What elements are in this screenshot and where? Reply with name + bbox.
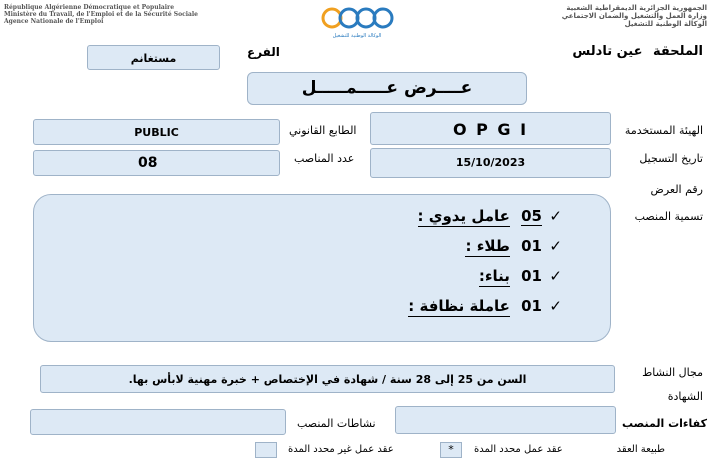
employer-box <box>370 112 611 145</box>
branch-value: مستغانم <box>130 52 177 65</box>
employer-label: الهيئة المستخدمة <box>624 124 703 137</box>
header-french-line: République Algérienne Démocratique et Populaire <box>4 4 175 11</box>
diploma-label: الشهادة <box>667 390 703 403</box>
header-french-line: Ministère du Travail, de l'Emploi et de la Sécurité Sociale <box>4 11 198 18</box>
reg-date-label: تاريخ التسجيل <box>639 152 703 165</box>
reg-date-value: 15/10/2023 <box>455 156 526 169</box>
header-arabic-line: وزارة العمل والتشغيل والضمان الاجتماعي <box>561 12 707 20</box>
annex-value: عين تادلس <box>572 44 643 59</box>
post-item <box>479 267 542 285</box>
contract-indef-checkbox[interactable] <box>255 442 277 458</box>
contract-fixed-label: عقد عمل محدد المدة <box>474 444 563 455</box>
legal-box <box>33 119 280 145</box>
post-number: 01 <box>521 267 542 285</box>
contract-fixed-checkbox[interactable]: * <box>440 442 462 458</box>
activity-label: مجال النشاط <box>642 366 703 379</box>
positions-count-label: عدد المناصب <box>294 152 355 165</box>
activities-box <box>30 409 286 435</box>
post-title: طلاء : <box>465 237 510 255</box>
check-icon: ✓ <box>549 207 562 225</box>
annex-label: الملحقة <box>653 44 703 59</box>
skills-label: كفاءات المنصب <box>622 417 707 430</box>
contract-indef-label: عقد عمل غير محدد المدة <box>288 444 394 455</box>
branch-box <box>87 45 220 70</box>
post-item <box>418 207 542 225</box>
header-french-line: Agence Nationale de l'Emploi <box>4 18 104 25</box>
legal-label: الطابع القانوني <box>289 124 357 137</box>
post-item <box>408 297 542 315</box>
activities-label: نشاطات المنصب <box>297 417 376 430</box>
title-box <box>247 72 527 105</box>
positions-count-box <box>33 150 280 176</box>
check-icon: ✓ <box>549 297 562 315</box>
page-title: عــــرض عـــــمـــــل <box>301 78 473 98</box>
header-arabic <box>562 4 707 28</box>
logo-caption: الوكالة الوطنية للتشغيل <box>332 33 382 39</box>
post-title: عاملة نظافة : <box>408 297 510 315</box>
branch-label: الفرع <box>247 45 280 59</box>
check-icon: ✓ <box>549 237 562 255</box>
posts-box <box>33 194 611 342</box>
legal-value: PUBLIC <box>134 126 179 139</box>
header-arabic-line: الوكالة الوطنية للتشغيل <box>624 20 707 28</box>
post-number: 01 <box>521 237 542 255</box>
employer-value: O P G I <box>452 120 529 139</box>
header-arabic-line: الجمهورية الجزائرية الديمقراطية الشعبية <box>566 4 707 12</box>
post-title: بناء: <box>478 267 510 285</box>
post-number: 05 <box>521 207 542 225</box>
offer-no-label: رقم العرض <box>650 183 703 196</box>
post-name-label: تسمية المنصب <box>634 210 703 223</box>
post-number: 01 <box>521 297 542 315</box>
activity-box <box>40 365 615 393</box>
header-french <box>4 4 198 25</box>
check-icon: ✓ <box>549 267 562 285</box>
contract-label: طبيعة العقد <box>616 444 665 455</box>
annex-field <box>572 44 703 59</box>
post-title: عامل يدوي : <box>417 207 510 225</box>
post-item <box>465 237 542 255</box>
positions-count-value: 08 <box>138 155 158 171</box>
activity-value: السن من 25 إلى 28 سنة / شهادة في الإختصاص + خبرة مهنية لابأس بها. <box>128 373 527 386</box>
reg-date-box <box>370 148 611 178</box>
skills-box <box>395 406 616 434</box>
